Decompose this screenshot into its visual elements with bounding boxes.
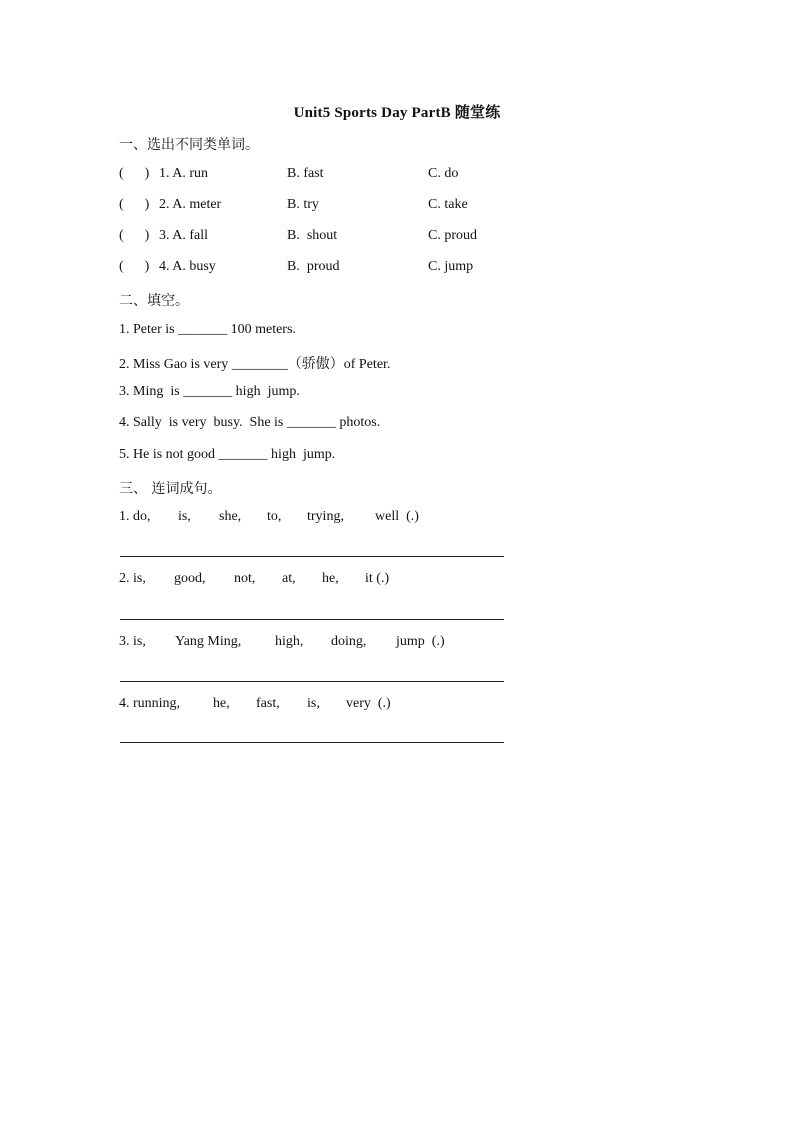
word: 3. is, — [119, 634, 146, 649]
fill-blank-1[interactable]: 1. Peter is _______ 100 meters. — [119, 322, 296, 337]
option-b: B. shout — [287, 228, 338, 243]
fill-blank-4[interactable]: 4. Sally is very busy. She is _______ photos. — [119, 415, 381, 430]
choice-row-3 — [119, 228, 539, 248]
answer-line-1[interactable] — [120, 556, 504, 557]
word: fast, — [256, 696, 280, 711]
word: 2. is, — [119, 571, 146, 586]
fill-blank-2[interactable]: 2. Miss Gao is very ________（骄傲）of Peter. — [119, 357, 391, 372]
option-a: 4. A. busy — [159, 259, 216, 274]
option-a: 1. A. run — [159, 166, 208, 181]
word: at, — [282, 571, 296, 586]
answer-paren[interactable]: ( ) — [119, 197, 150, 212]
word: Yang Ming, — [175, 634, 242, 649]
option-c: C. do — [428, 166, 459, 181]
option-b: B. try — [287, 197, 319, 212]
word: doing, — [331, 634, 367, 649]
fill-blank-5[interactable]: 5. He is not good _______ high jump. — [119, 447, 336, 462]
section2-heading: 二、填空。 — [119, 293, 189, 309]
option-c: C. take — [428, 197, 468, 212]
option-c: C. proud — [428, 228, 477, 243]
option-c: C. jump — [428, 259, 474, 274]
answer-line-2[interactable] — [120, 619, 504, 620]
word: he, — [322, 571, 339, 586]
word: is, — [307, 696, 320, 711]
choice-row-1 — [119, 166, 539, 186]
answer-line-4[interactable] — [120, 742, 504, 743]
word: it (.) — [365, 571, 390, 586]
sentence-words-4 — [119, 696, 519, 716]
answer-paren[interactable]: ( ) — [119, 228, 150, 243]
word: well (.) — [375, 509, 419, 524]
option-a: 3. A. fall — [159, 228, 208, 243]
section3-heading: 三、 连词成句。 — [119, 481, 222, 497]
answer-paren[interactable]: ( ) — [119, 259, 150, 274]
word: 4. running, — [119, 696, 181, 711]
option-b: B. fast — [287, 166, 324, 181]
choice-row-2 — [119, 197, 539, 217]
word: not, — [234, 571, 256, 586]
sentence-words-1 — [119, 509, 519, 529]
answer-paren[interactable]: ( ) — [119, 166, 150, 181]
worksheet-title: Unit5 Sports Day PartB 随堂练 — [293, 105, 501, 121]
choice-row-4 — [119, 259, 539, 279]
option-a: 2. A. meter — [159, 197, 222, 212]
option-b: B. proud — [287, 259, 340, 274]
word: trying, — [307, 509, 344, 524]
word: he, — [213, 696, 230, 711]
word: she, — [219, 509, 242, 524]
word: to, — [267, 509, 282, 524]
fill-blank-3[interactable]: 3. Ming is _______ high jump. — [119, 384, 300, 399]
answer-line-3[interactable] — [120, 681, 504, 682]
sentence-words-3 — [119, 634, 519, 654]
word: 1. do, — [119, 509, 151, 524]
section1-heading: 一、选出不同类单词。 — [119, 137, 259, 153]
word: high, — [275, 634, 304, 649]
word: very (.) — [346, 696, 391, 711]
sentence-words-2 — [119, 571, 519, 591]
word: is, — [178, 509, 191, 524]
word: good, — [174, 571, 206, 586]
word: jump (.) — [396, 634, 445, 649]
